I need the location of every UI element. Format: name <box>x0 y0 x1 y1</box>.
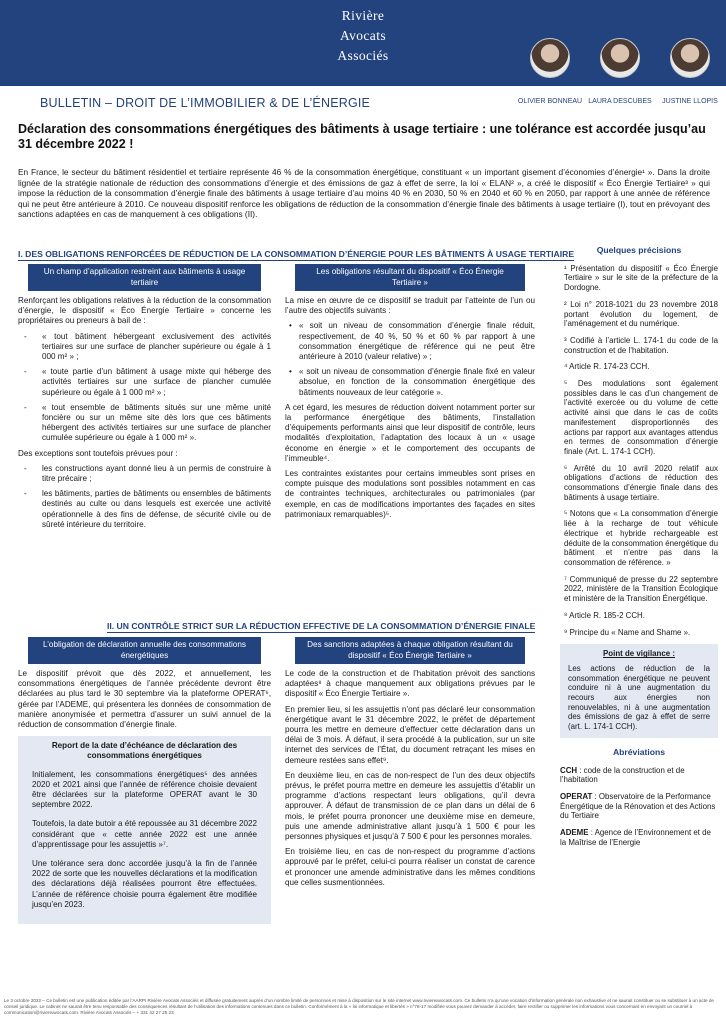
abbreviation-value: : code de la construction et de l’habitation <box>560 765 685 785</box>
sidebar-notes <box>560 246 718 854</box>
intro-paragraph: En France, le secteur du bâtiment résidentiel et tertiaire représente 46 % de la consommation énergétique, constituant « un important gisement d’économies d’énergie¹ ». Dans la droite lignée de la stratégie nationale de réduction des consommations d’énergie et des émissions de gaz à effet de serre, la loi « ELAN² », a créé le dispositif « Éco Énergie Tertiaire³ » qui impose la réduction de la consommation d’énergie finale des bâtiments à usage tertiaire d’au moins 40 % en 2030, 50 % en 2040 et 60 % en 2050, par rapport à une année de référence qui ne peut être antérieure à 2010. Ce nouveau dispositif renforce les obligations de réduction de la consommation d’énergie finale des bâtiments à usage tertiaire (I), tout en prévoyant des sanctions adaptées en cas de manquement à ces obligations (II). <box>18 167 710 220</box>
footnote: ⁵ Des modulations sont également possibles dans le cas d’un changement de l’activité exercée ou du volume de cette activité ainsi que dans le cas de coûts manifestement disproportionnés des actions par rapport aux avantages attendus en termes de consommation d’énergie finale (Art. L. 174-1 CCH). <box>564 379 718 456</box>
sidebar-heading: Quelques précisions <box>596 245 682 255</box>
list-item: • « soit un niveau de consommation d’énergie finale réduit, respectivement, de 40 %, 50 % et 60 % par rapport à une consommation énergétique de référence qui ne peut être antérieure à 2010 (valeur relative) » ; <box>285 321 535 362</box>
paragraph: Le code de la construction et de l’habitation prévoit des sanctions adaptées⁸ à chaque manquement aux obligations prévues par le dispositif « Éco Énergie Tertiaire ». <box>285 669 535 699</box>
footnote: ⁶ Arrêté du 10 avril 2020 relatif aux obligations d’actions de réduction des consommations d’énergie finale dans des bâtiments à usage tertiaire. <box>564 463 718 502</box>
column-scope <box>18 264 271 535</box>
paragraph: En troisième lieu, en cas de non-respect du programme d’actions approuvé par le préfet, celui-ci pourra réaliser un constat de carence et prononcer une amende administrative dans les mêmes conditions que celles susmentionnées. <box>285 847 535 887</box>
paragraph: Les contraintes existantes pour certains immeubles sont prises en compte puisque des modulations sont possibles notamment en cas de contraintes techniques, architecturales ou patrimoniales (par exemple, en cas de modifications importantes des façades en sites patrimoniaux remarquables)⁵. <box>285 469 535 519</box>
abbreviation-value: : Agence de l’Environnement et de la Maîtrise de l’Energie <box>560 828 711 847</box>
footnote: ¹ Présentation du dispositif « Éco Énergie Tertiaire » sur le site de la préfecture de la Dordogne. <box>564 263 718 293</box>
page-title: Déclaration des consommations énergétiques des bâtiments à usage tertiaire : une tolérance est accordée jusqu’au 31 décembre 2022 ! <box>18 122 706 151</box>
column-obligations <box>285 264 535 525</box>
author-photo-icon <box>530 38 570 78</box>
list-item: - les constructions ayant donné lieu à un permis de construire à titre précaire ; <box>18 464 271 484</box>
abbreviations-heading: Abréviations <box>612 746 666 757</box>
abbreviation <box>560 828 718 847</box>
author-photo-icon <box>600 38 640 78</box>
abbreviation-value: : Observatoire de la Performance Énergétique de la Rénovation et des Actions du Tertiaire <box>560 791 716 821</box>
list-item: - « tout ensemble de bâtiments situés sur une même unité foncière ou sur un même site dès lors que ces bâtiments hébergent des activités tertiaires sur une surface de plancher cumulée supérieure ou égale à 1 000 m² ». <box>18 403 271 444</box>
bulletin-label: BULLETIN – DROIT DE L’IMMOBILIER & DE L’ÉNERGIE <box>40 96 371 110</box>
box-heading: L’obligation de déclaration annuelle des consommations énergétiques <box>28 637 261 664</box>
paragraph: Initialement, les consommations énergétiques⁵ des années 2020 et 2021 ainsi que l’année de référence choisie devaient être déclarées sur la plateforme OPERAT avant le 30 septembre 2022. <box>32 769 257 810</box>
paragraph: Renforçant les obligations relatives à la réduction de la consommation d’énergie, le dispositif « Éco Énergie Tertiaire » concerne les propriétaires ou preneurs à bail de : <box>18 296 271 326</box>
list-item: • « soit un niveau de consommation d’énergie finale fixé en valeur absolue, en fonction de la consommation énergétique des bâtiments nouveaux de leur catégorie ». <box>285 367 535 398</box>
paragraph: La mise en œuvre de ce dispositif se traduit par l’atteinte de l’un ou l’autre des objectifs suivants : <box>285 296 535 316</box>
vigilance-box <box>560 644 718 738</box>
bullet-list <box>18 464 271 530</box>
box-heading: Des sanctions adaptées à chaque obligation résultant du dispositif « Éco Énergie Tertiaire » <box>295 637 525 664</box>
box-heading: Un champ d’application restreint aux bâtiments à usage tertiaire <box>28 264 261 291</box>
list-item: - « toute partie d’un bâtiment à usage mixte qui héberge des activités tertiaires sur une surface de plancher cumulée supérieure ou égale à 1 000 m² » ; <box>18 367 271 398</box>
author-name: OLIVIER BONNEAU <box>517 98 583 105</box>
footnote: ⁹ Principe du « Name and Shame ». <box>564 627 691 637</box>
paragraph: Des exceptions sont toutefois prévues pour : <box>18 448 178 458</box>
author-photo-icon <box>670 38 710 78</box>
vigilance-text: Les actions de réduction de la consommation énergétique ne peuvent conduire ni à une augmentation du recours aux énergies non renouvelables, ni à une augmentation des émissions de gaz à effet de serre (art. L. 174-1 CCH). <box>568 663 710 732</box>
author-name: JUSTINE LLOPIS <box>662 98 718 105</box>
box-heading: Les obligations résultant du dispositif « Éco Énergie Tertiaire » <box>295 264 525 291</box>
paragraph: En premier lieu, si les assujettis n’ont pas déclaré leur consommation énergétique avant le 31 décembre 2022, le préfet de département pourra les mettre en demeure d’effectuer cette déclaration dans un délai de 3 mois. À défaut, il sera procédé à la publication, sur un site internet des services de l’État, du document retraçant les mises en demeure restées sans effet⁹. <box>285 704 535 765</box>
report-box <box>18 736 271 924</box>
column-declaration <box>18 637 271 924</box>
list-item: - « tout bâtiment hébergeant exclusivement des activités tertiaires sur une surface de plancher supérieure ou égale à 1 000 m² » ; <box>18 332 271 363</box>
footnote: ² Loi n° 2018-1021 du 23 novembre 2018 portant évolution du logement, de l’aménagement et du numérique. <box>564 299 718 329</box>
paragraph: Toutefois, la date butoir a été repoussée au 31 décembre 2022 considérant que « cette année 2022 est une année d’apprentissage pour les assujettis »⁷. <box>32 819 257 849</box>
column-sanctions <box>285 637 535 893</box>
footnote: ⁵ Notons que « La consommation d’énergie liée à la recharge de tout véhicule électrique et hybride rechargeable est déduite de la consommation énergétique du bâtiment et n’entre pas dans la consommation de référence. » <box>564 509 718 567</box>
paragraph: A cet égard, les mesures de réduction doivent notamment porter sur la performance énergétique des bâtiments, l’installation d’équipements performants ainsi que leur dispositif de contrôle, leurs modalités d’exploitation, l’adaptation des locaux à un « usage économe en énergie » et le comportement des occupants de l’immeuble⁴. <box>285 402 535 463</box>
abbreviation-key: ADEME <box>560 828 589 838</box>
author-name: LAURA DESCUBES <box>588 98 652 105</box>
abbreviation-key: CCH <box>560 765 578 775</box>
abbreviation-key: OPERAT <box>560 791 593 801</box>
section-heading-1: I. DES OBLIGATIONS RENFORCÉES DE RÉDUCTION DE LA CONSOMMATION D’ÉNERGIE POUR LES BÂTIMENTS À USAGE TERTIAIRE <box>18 249 575 259</box>
paragraph: Une tolérance sera donc accordée jusqu’à la fin de l’année 2022 de sorte que les nouvelles déclarations et la modification des déclarations déjà réalisées pourront être effectuées. L’année de référence choisie pourra également être modifiée jusqu’en 2023. <box>32 859 257 909</box>
logo-line-1: Rivière <box>341 8 385 23</box>
logo-line-3: Associés <box>337 48 389 63</box>
abbreviation <box>560 792 718 821</box>
paragraph: En deuxième lieu, en cas de non-respect de l’un des deux objectifs prévus, le préfet pourra mettre en demeure les assujettis d’établir un programme d’actions respectant leurs obligations, qu’il devra approuver. À défaut de transmission de ce plan dans un délai de 6 mois, le préfet pourra prononcer une deuxième mise en demeure, puis une amende administrative allant jusqu’à 1 500 € pour les personnes physiques et jusqu’à 7 500 € pour les personnes morales. <box>285 770 535 842</box>
paragraph: Le dispositif prévoit que dès 2022, et annuellement, les consommations énergétiques de l’année précédente devront être déclarées au plus tard le 30 septembre via la plateforme OPERAT⁶, gérée par l’ADEME, qui présentera les données de consommation de manière anonymisée et permettra d’assurer un suivi annuel de la réduction de consommation d’énergie finale. <box>18 669 271 730</box>
footnote: ⁸ Article R. 185-2 CCH. <box>564 610 645 620</box>
author <box>645 38 726 105</box>
report-title: Report de la date d’échéance de déclaration des consommations énergétiques <box>51 741 238 761</box>
footer-disclaimer: Le 3 octobre 2022 – Ce bulletin est une publication éditée par l’AARPI Rivière Avocats Associés et diffusée gratuitement auprès d’un nombre limité de personnes et mise à disposition sur le site internet www.riviereavocats.com. Ce bulletin n’a qu’une vocation d’information générale non exhaustive et ne saurait constituer ou se substituer à un acte de conseil juridique. Le cabinet ne saurait être tenu responsable des conséquences résultant de l’utilisation des informations contenues dans ce bulletin. Conformément à la « loi informatique et libertés » n°78-17 modifiée vous pouvez demander à accéder, faire rectifier ou supprimer les informations vous concernant en envoyant un courriel à communication@riviereavocats.com. Rivière Avocats Associés – + 331 42 27 25 23 <box>4 998 714 1015</box>
abbreviation <box>560 766 718 785</box>
list-item: - les bâtiments, parties de bâtiments ou ensembles de bâtiments destinés au culte ou dans lesquels est exercée une activité opérationnelle à des fins de défense, de sécurité civile ou de sûreté intérieure du territoire. <box>18 489 271 530</box>
logo-line-2: Avocats <box>339 28 387 43</box>
footnote: ⁴ Article R. 174-23 CCH. <box>564 362 650 372</box>
vigilance-title: Point de vigilance : <box>603 649 675 659</box>
bullet-list <box>285 321 535 397</box>
footnote: ³ Codifié à l’article L. 174-1 du code de la construction et de l’habitation. <box>564 335 718 355</box>
section-heading-2: II. UN CONTRÔLE STRICT SUR LA RÉDUCTION EFFECTIVE DE LA CONSOMMATION D’ÉNERGIE FINALE <box>107 621 536 631</box>
footnote: ⁷ Communiqué de presse du 22 septembre 2022, ministère de la Transition Écologique et ministère de la Transition Énergétique. <box>564 574 718 604</box>
bullet-list <box>18 332 271 444</box>
